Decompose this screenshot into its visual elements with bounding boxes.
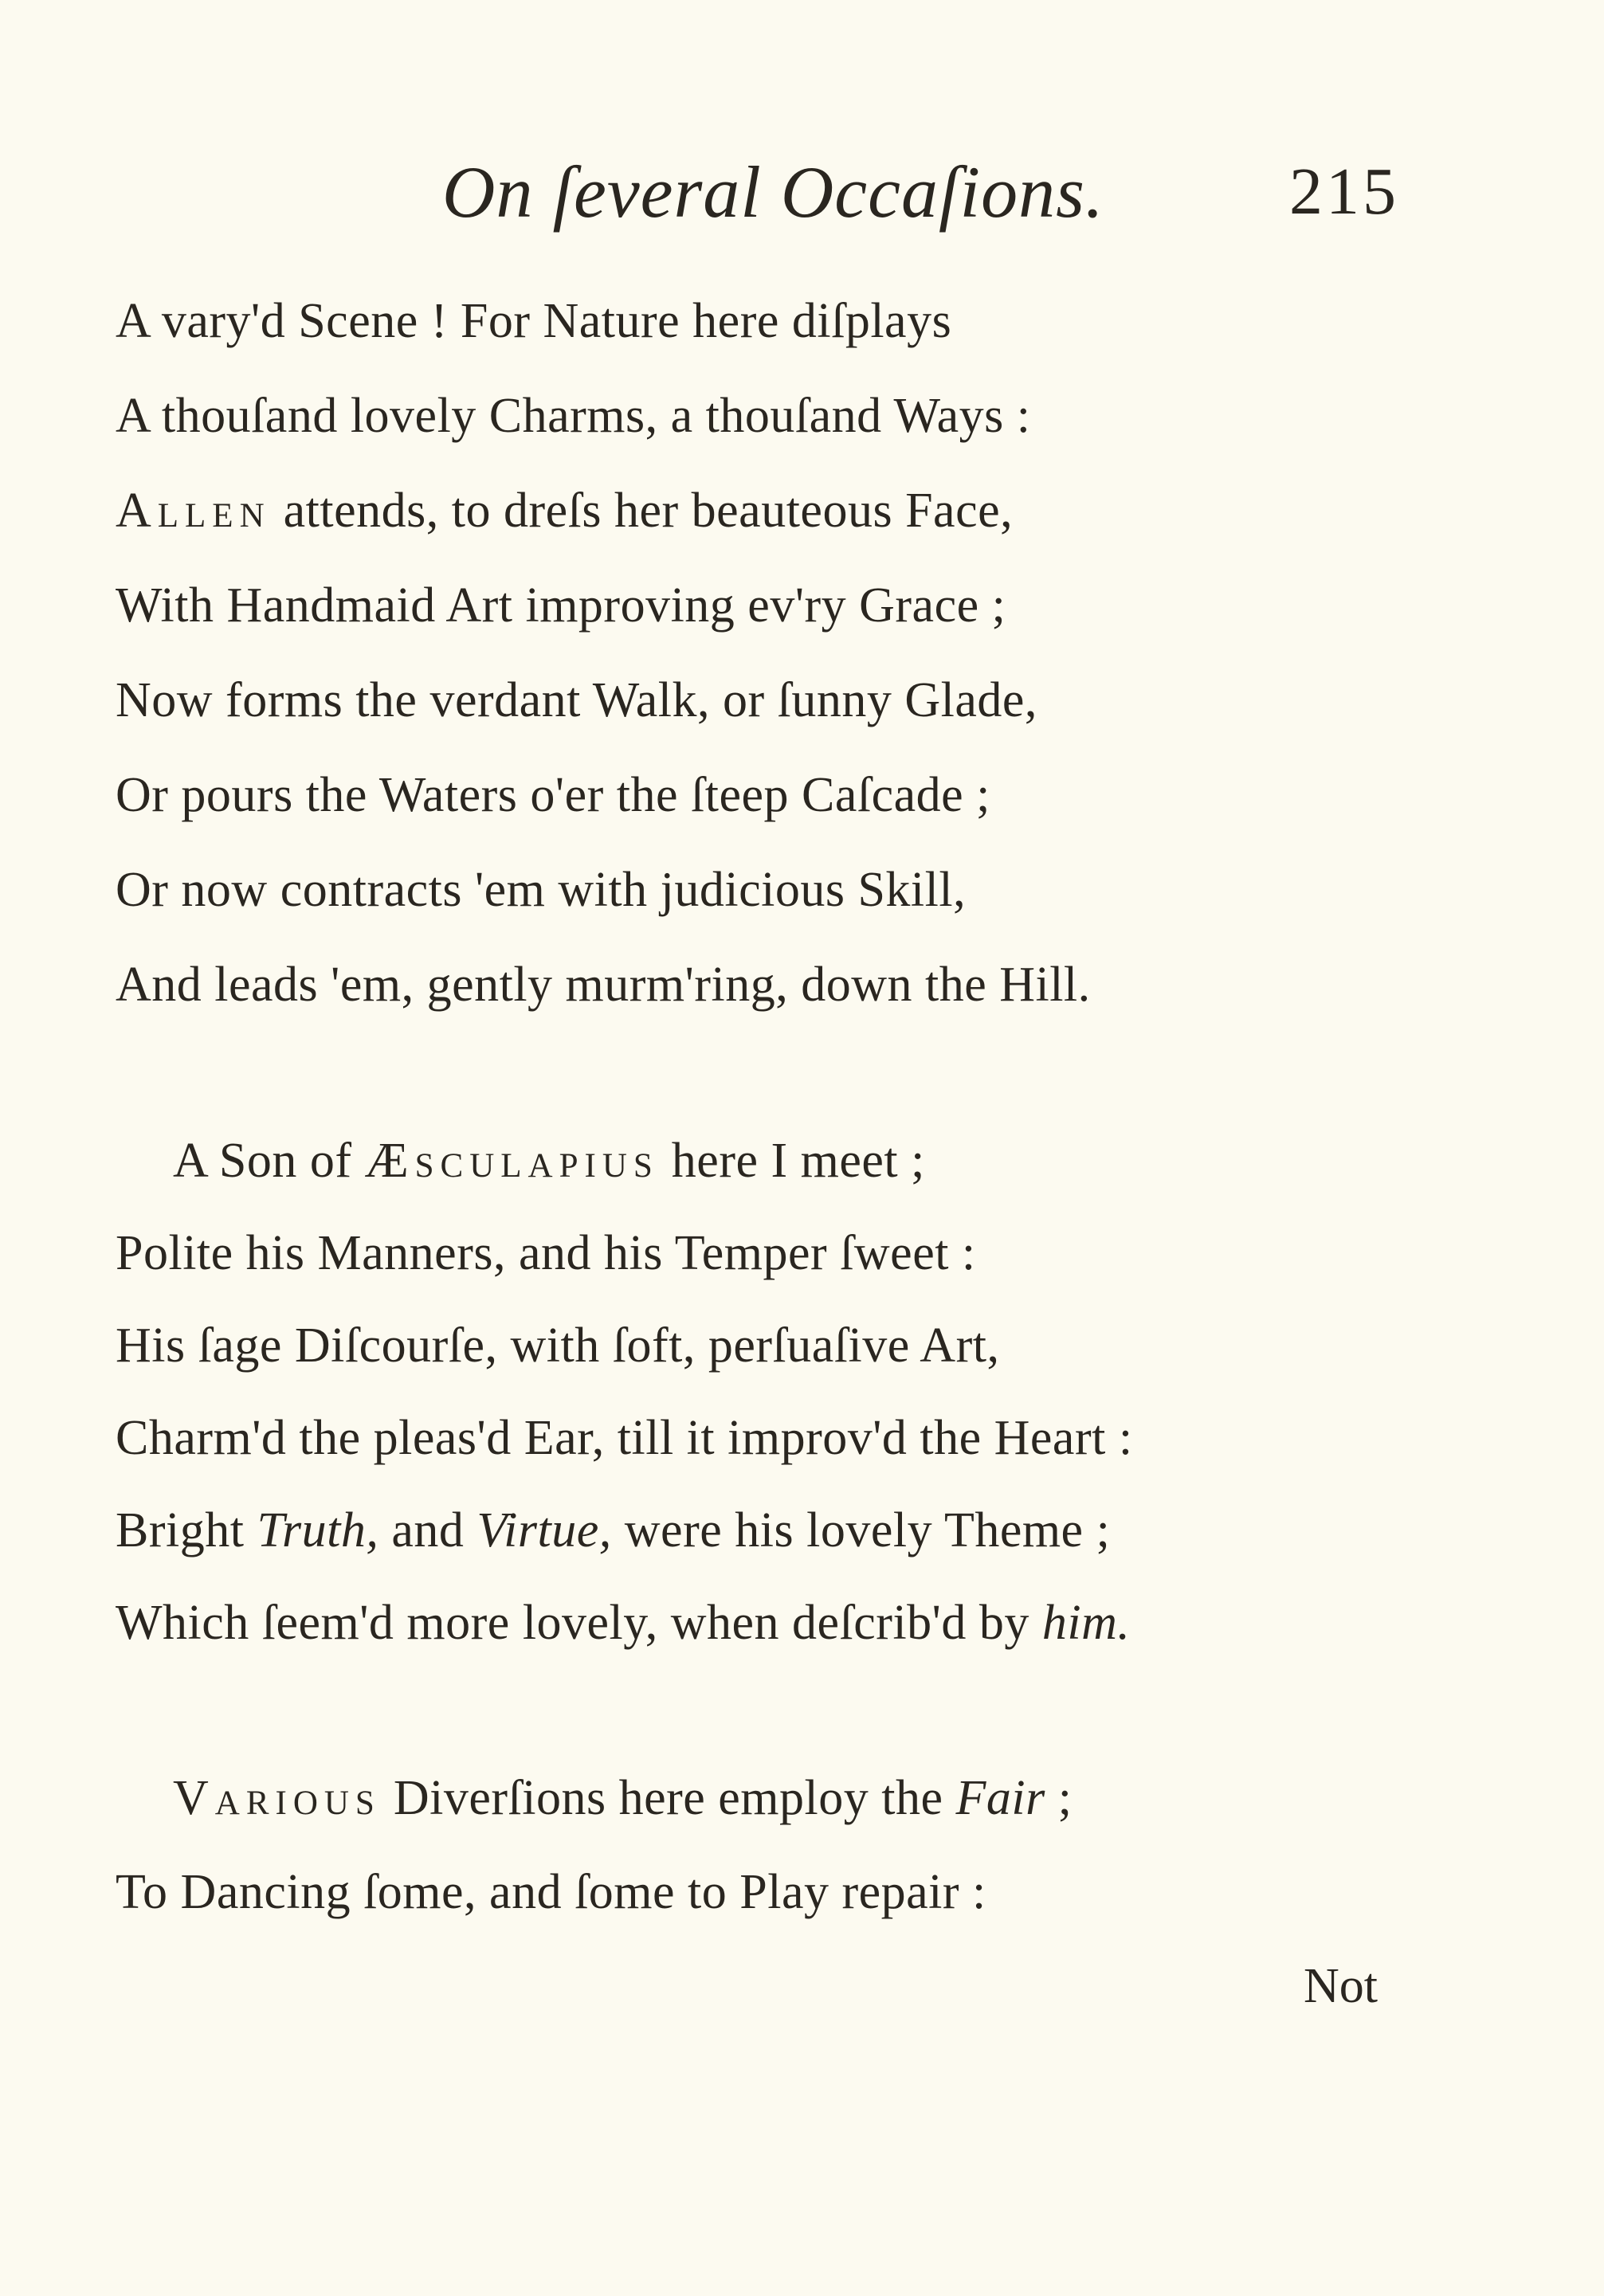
page-number: 215 <box>1289 155 1399 229</box>
verse-line: A vary'd Scene ! For Nature here diſplays <box>116 294 952 348</box>
verse-line: Allen attends, to dreſs her beauteous Face, <box>116 484 1014 538</box>
page-title: On ſeveral Occaſions. <box>442 151 1104 233</box>
verse-line: And leads 'em, gently murm'ring, down the Hill. <box>116 958 1091 1012</box>
italic-virtue: Virtue, <box>476 1503 612 1557</box>
verse-line: Which ſeem'd more lovely, when deſcrib'd by him. <box>116 1596 1131 1650</box>
running-head <box>0 150 1604 245</box>
name-aesculapius: Æsculapius <box>364 1134 659 1188</box>
verse-line: Various Diverſions here employ the Fair ; <box>173 1771 1073 1825</box>
italic-fair: Fair <box>955 1771 1045 1825</box>
verse-line: With Handmaid Art improving ev'ry Grace ; <box>116 578 1006 633</box>
italic-him: him. <box>1041 1596 1131 1650</box>
catchword: Not <box>1304 1959 1378 2013</box>
word-various: Various <box>173 1771 381 1825</box>
italic-truth: Truth, <box>257 1503 379 1557</box>
verse-line: A thouſand lovely Charms, a thouſand Ways : <box>116 389 1031 443</box>
verse-line: Polite his Manners, and his Temper ſweet : <box>116 1226 976 1280</box>
verse-line: To Dancing ſome, and ſome to Play repair : <box>116 1865 986 1919</box>
verse-line: His ſage Diſcourſe, with ſoft, perſuaſive Art, <box>116 1318 1000 1373</box>
verse-line: Or pours the Waters o'er the ſteep Caſcade ; <box>116 768 990 822</box>
name-allen: Allen <box>116 484 271 538</box>
verse-line: Now forms the verdant Walk, or ſunny Glade, <box>116 673 1037 727</box>
verse-line: A Son of Æsculapius here I meet ; <box>173 1134 925 1188</box>
verse-line: Charm'd the pleas'd Ear, till it improv'd the Heart : <box>116 1411 1133 1465</box>
verse-line: Or now contracts 'em with judicious Skill, <box>116 863 967 917</box>
verse-line: Bright Truth, and Virtue, were his lovely Theme ; <box>116 1503 1111 1557</box>
